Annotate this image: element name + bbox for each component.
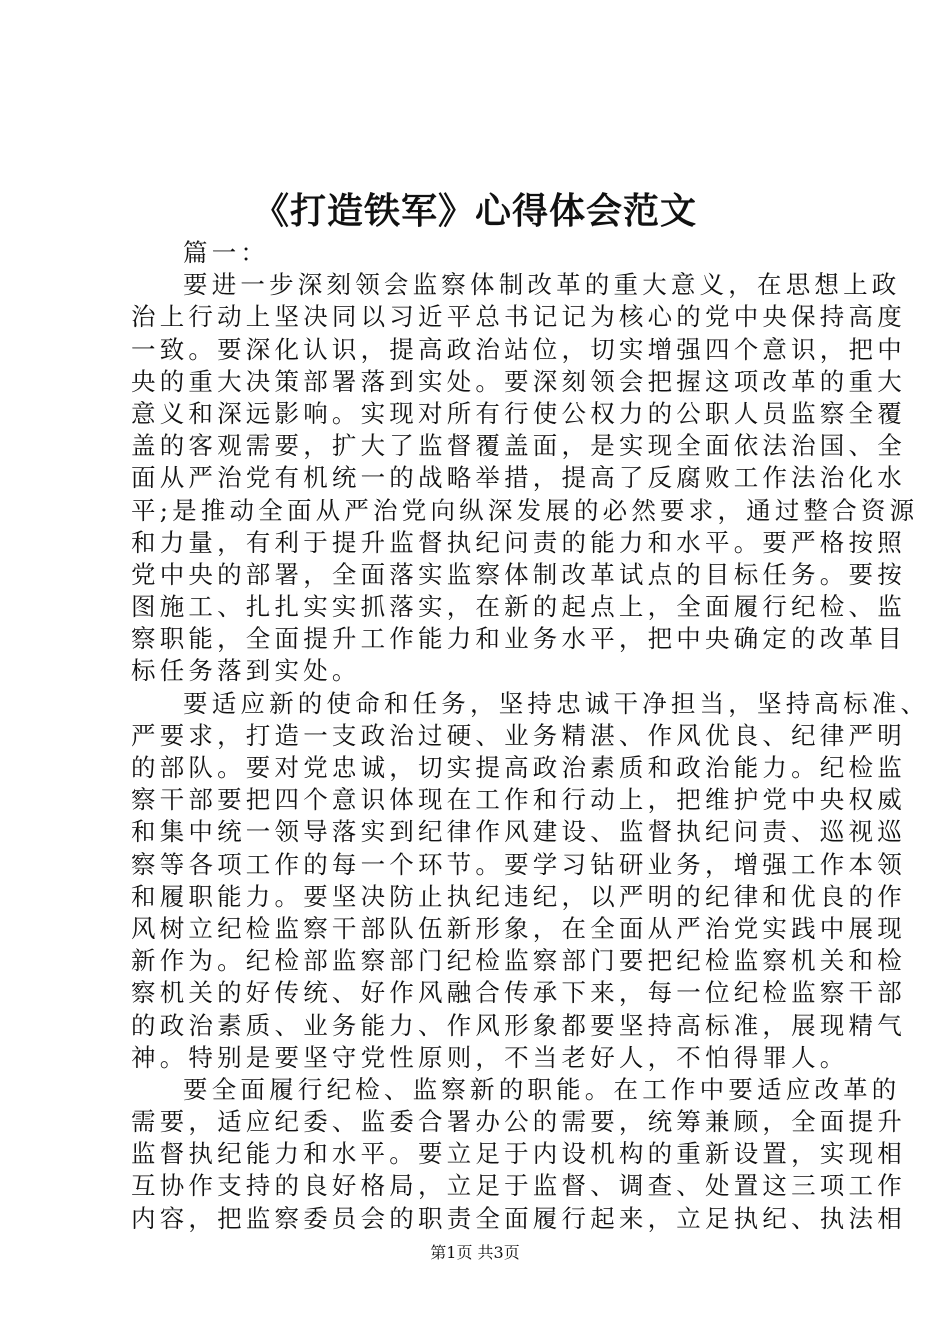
paragraph-line: 神。特别是要坚守党性原则，不当老好人，不怕得罪人。 bbox=[131, 1042, 849, 1072]
paragraph-line: 标任务落到实处。 bbox=[131, 656, 361, 686]
paragraph-line: 一致。要深化认识，提高政治站位，切实增强四个意识，把中 bbox=[131, 334, 906, 364]
paragraph-line: 央的重大决策部署落到实处。要深刻领会把握这项改革的重大 bbox=[131, 366, 906, 396]
document-title: 《打造铁军》心得体会范文 bbox=[252, 190, 697, 232]
paragraph-line: 严要求，打造一支政治过硬、业务精湛、作风优良、纪律严明 bbox=[131, 720, 906, 750]
paragraph-line: 的部队。要对党忠诚，切实提高政治素质和政治能力。纪检监 bbox=[131, 753, 906, 782]
paragraph-start-line: 要进一步深刻领会监察体制改革的重大意义，在思想上政 bbox=[183, 270, 901, 300]
section-label: 篇一： bbox=[183, 238, 270, 267]
paragraph-line: 需要，适应纪委、监委合署办公的需要，统筹兼顾，全面提升 bbox=[131, 1107, 906, 1137]
paragraph-line: 盖的客观需要，扩大了监督覆盖面，是实现全面依法治国、全 bbox=[131, 431, 906, 461]
paragraph-line: 监督执纪能力和水平。要立足于内设机构的重新设置，实现相 bbox=[131, 1139, 906, 1169]
paragraph-line: 党中央的部署，全面落实监察体制改革试点的目标任务。要按 bbox=[131, 559, 906, 589]
paragraph-line: 的政治素质、业务能力、作风形象都要坚持高标准，展现精气 bbox=[131, 1010, 906, 1040]
paragraph-line: 意义和深远影响。实现对所有行使公权力的公职人员监察全覆 bbox=[131, 398, 906, 428]
paragraph-line: 平;是推动全面从严治党向纵深发展的必然要求，通过整合资源 bbox=[131, 495, 919, 525]
paragraph-line: 图施工、扎扎实实抓落实，在新的起点上，全面履行纪检、监 bbox=[131, 592, 906, 622]
paragraph-line: 新作为。纪检部监察部门纪检监察部门要把纪检监察机关和检 bbox=[131, 946, 906, 976]
paragraph-line: 察干部要把四个意识体现在工作和行动上，把维护党中央权威 bbox=[131, 785, 906, 815]
paragraph-line: 互协作支持的良好格局，立足于监督、调查、处置这三项工作 bbox=[131, 1171, 906, 1201]
paragraph-line: 面从严治党有机统一的战略举措，提高了反腐败工作法治化水 bbox=[131, 463, 906, 493]
paragraph-line: 和力量，有利于提升监督执纪问责的能力和水平。要严格按照 bbox=[131, 527, 906, 557]
paragraph-start-line: 要全面履行纪检、监察新的职能。在工作中要适应改革的 bbox=[183, 1074, 901, 1104]
paragraph-start-line: 要适应新的使命和任务，坚持忠诚干净担当，坚持高标准、 bbox=[183, 688, 930, 718]
paragraph-line: 和履职能力。要坚决防止执纪违纪，以严明的纪律和优良的作 bbox=[131, 881, 906, 911]
paragraph-line: 察等各项工作的每一个环节。要学习钻研业务，增强工作本领 bbox=[131, 849, 906, 879]
page-footer: 第1页 共3页 bbox=[430, 1243, 520, 1262]
paragraph-line: 内容，把监察委员会的职责全面履行起来，立足执纪、执法相 bbox=[131, 1203, 906, 1233]
paragraph-line: 察职能，全面提升工作能力和业务水平，把中央确定的改革目 bbox=[131, 624, 906, 654]
paragraph-line: 察机关的好传统、好作风融合传承下来，每一位纪检监察干部 bbox=[131, 978, 906, 1008]
document-body bbox=[131, 237, 930, 1235]
paragraph-line: 和集中统一领导落实到纪律作风建设、监督执纪问责、巡视巡 bbox=[131, 817, 906, 847]
paragraph-line: 治上行动上坚决同以习近平总书记记为核心的党中央保持高度 bbox=[131, 302, 906, 332]
paragraph-line: 风树立纪检监察干部队伍新形象，在全面从严治党实践中展现 bbox=[131, 913, 906, 943]
